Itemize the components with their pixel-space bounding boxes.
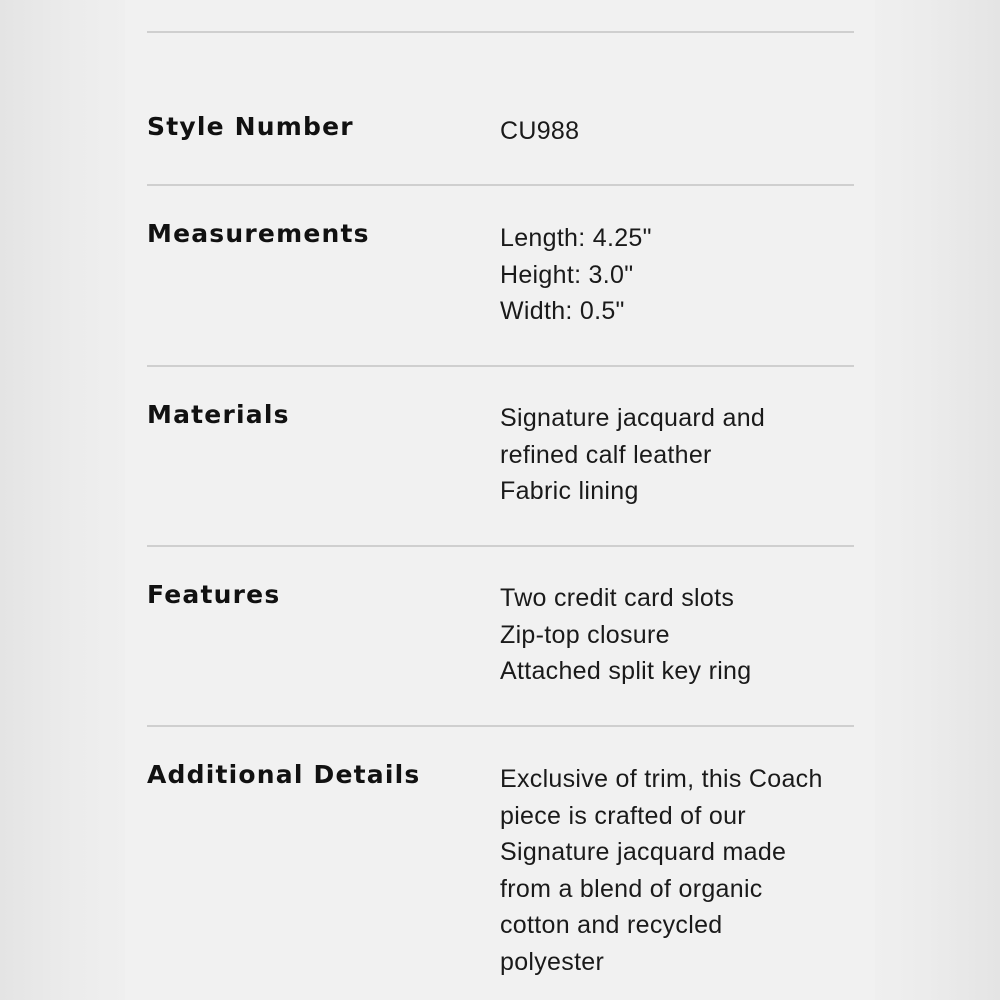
value-line: from a blend of organic xyxy=(500,874,763,903)
divider xyxy=(147,545,854,547)
style-number-label: Style Number xyxy=(147,112,354,141)
materials-label: Materials xyxy=(147,400,290,429)
value-line: Two credit card slots xyxy=(500,584,735,612)
features-value xyxy=(500,580,860,690)
value-line: Zip-top closure xyxy=(500,620,670,649)
background-right xyxy=(875,0,1000,1000)
style-number-value xyxy=(500,113,860,150)
value-line: Attached split key ring xyxy=(500,657,752,685)
divider xyxy=(147,365,854,367)
value-line: Width: 0.5" xyxy=(500,297,625,325)
value-line: cotton and recycled xyxy=(500,911,723,939)
materials-value xyxy=(500,400,860,510)
value-line: Signature jacquard and xyxy=(500,404,766,432)
measurements-label: Measurements xyxy=(147,219,370,248)
value-line: CU988 xyxy=(500,117,580,145)
additional-details-label: Additional Details xyxy=(147,760,421,789)
background-left xyxy=(0,0,125,1000)
value-line: refined calf leather xyxy=(500,440,712,469)
value-line: Signature jacquard made xyxy=(500,838,787,866)
additional-details-value xyxy=(500,761,860,980)
value-line: Fabric lining xyxy=(500,477,639,505)
value-line: piece is crafted of our xyxy=(500,801,746,830)
value-line: Length: 4.25" xyxy=(500,224,652,252)
divider xyxy=(147,31,854,33)
features-label: Features xyxy=(147,580,281,609)
value-line: polyester xyxy=(500,947,605,976)
divider xyxy=(147,184,854,186)
value-line: Exclusive of trim, this Coach xyxy=(500,765,823,793)
measurements-value xyxy=(500,220,860,330)
divider xyxy=(147,725,854,727)
value-line: Height: 3.0" xyxy=(500,260,634,289)
